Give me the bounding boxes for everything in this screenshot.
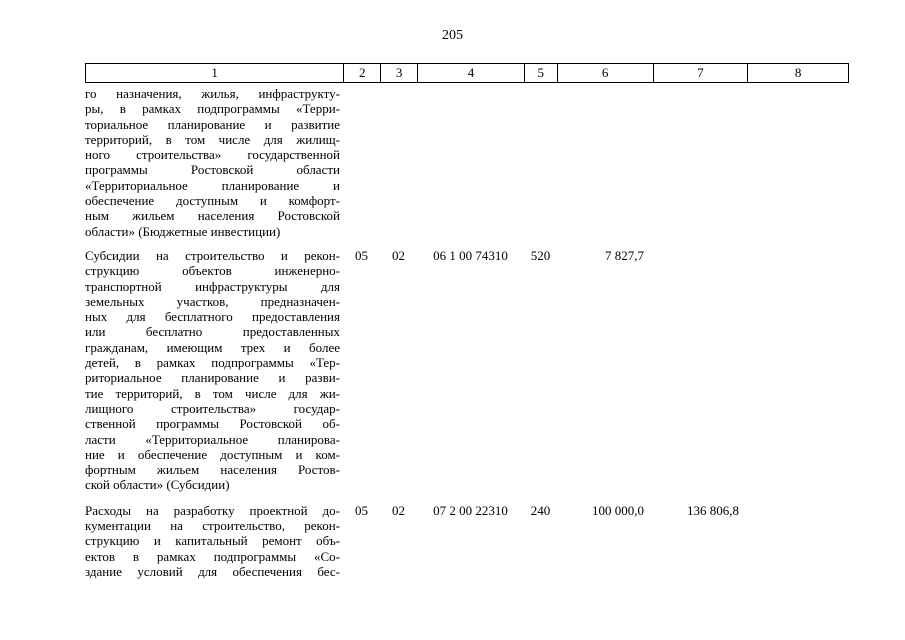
header-col-4: 4 [417,64,524,82]
table-row [85,503,849,579]
description-line: земельных участков, предназначен- [85,293,340,309]
description-line: гражданам, имеющим трех и более [85,339,340,355]
description-line: струкцию объектов инженерно- [85,263,340,279]
cell-section: 05 [355,247,368,263]
description-line: ры, в рамках подпрограммы «Терри- [85,101,340,117]
description-line: «Территориальное планирование и [85,177,340,193]
cell-section [343,86,380,239]
description-line: ской области» (Субсидии) [85,477,230,493]
cell-expense-type [524,86,557,239]
cell-expense-type: 240 [530,502,551,518]
description-line: кументации на строительство, рекон- [85,518,340,534]
row-description [85,86,343,239]
description-line: области» (Бюджетные инвестиции) [85,223,281,239]
description-line: детей, в рамках подпрограммы «Тер- [85,355,340,371]
description-line: транспортной инфраструктуры для [85,278,340,294]
cell-subsection: 02 [392,247,405,263]
description-line: ственной программы Ростовской об- [85,416,340,432]
cell-amount-2 [653,86,748,239]
description-line: ториальное планирование и развитие [85,116,340,132]
cell-amount-2: 136 806,8 [687,502,739,518]
row-description [85,248,343,493]
description-line: ных для бесплатного предоставления [85,309,340,325]
description-line: Расходы на разработку проектной до- [85,502,340,518]
cell-amount-1 [557,86,653,239]
description-line: лищного строительства» государ- [85,400,340,416]
cell-amount-3 [748,86,849,239]
cell-amount-1: 100 000,0 [592,502,644,518]
row-description [85,503,343,579]
header-col-2: 2 [343,64,380,82]
table-header [85,63,849,83]
header-col-1: 1 [211,65,218,80]
cell-amount-2 [653,248,748,493]
table-row [85,86,849,239]
description-line: ектов в рамках подпрограммы «Со- [85,548,340,564]
header-col-6: 6 [557,64,653,82]
table-body [85,86,849,579]
description-line: или бесплатно предоставленных [85,324,340,340]
header-col-8: 8 [747,64,848,82]
description-line: риториальное планирование и разви- [85,370,340,386]
cell-target-article [417,86,524,239]
description-line: обеспечение доступным и комфорт- [85,193,340,209]
table-row [85,248,849,493]
header-col-5: 5 [524,64,557,82]
cell-subsection: 02 [392,502,405,518]
cell-expense-type: 520 [530,247,551,263]
page-number: 205 [442,28,463,43]
description-line: Субсидии на строительство и рекон- [85,247,340,263]
cell-amount-1: 7 827,7 [605,247,644,263]
cell-target-article: 07 2 00 22310 [433,502,508,518]
description-line: тие территорий, в том числе для жи- [85,385,340,401]
description-line: территорий, в том числе для жилищ- [85,131,340,147]
description-line: струкцию и капитальный ремонт объ- [85,533,340,549]
description-line: ние и обеспечение доступным и ком- [85,446,340,462]
cell-target-article: 06 1 00 74310 [433,247,508,263]
description-line: ным жильем населения Ростовской [85,208,340,224]
description-line: программы Ростовской области [85,162,340,178]
description-line: ласти «Территориальное планирова- [85,431,340,447]
description-line: го назначения, жилья, инфраструкту- [85,86,340,101]
cell-subsection [380,86,417,239]
description-line: здание условий для обеспечения бес- [85,563,340,579]
cell-section: 05 [355,502,368,518]
header-col-3: 3 [380,64,417,82]
header-col-7: 7 [653,64,748,82]
cell-amount-3 [748,503,849,579]
cell-amount-3 [748,248,849,493]
description-line: фортным жильем населения Ростов- [85,462,340,478]
description-line: ного строительства» государственной [85,147,340,163]
